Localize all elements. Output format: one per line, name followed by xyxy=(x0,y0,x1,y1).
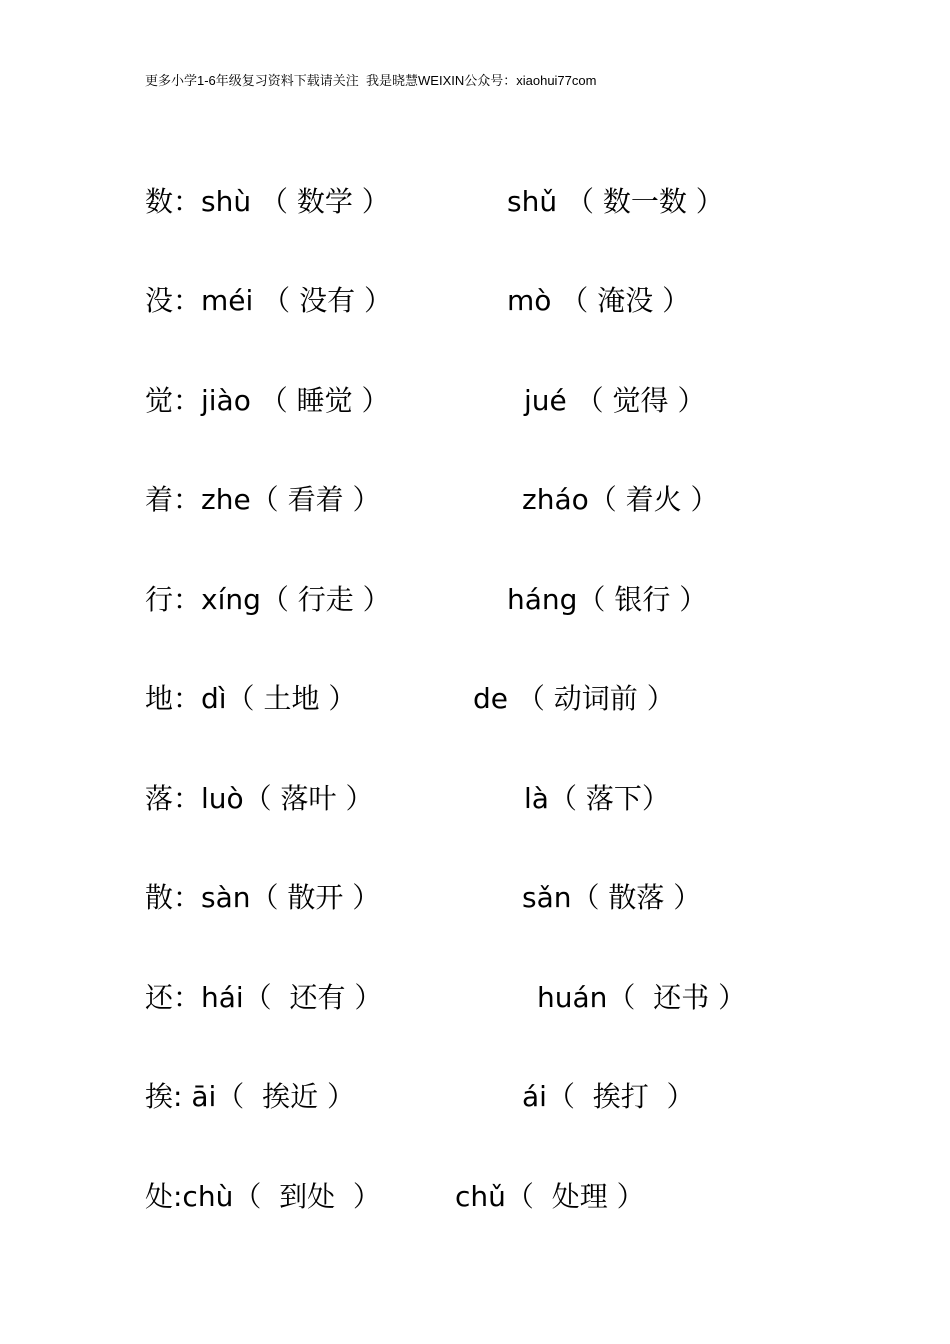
entry-left: 数：shù （ 数学 ） xyxy=(145,185,390,218)
entry-left: 挨: āi（ 挨近 ） xyxy=(145,1080,355,1113)
entry-right: mò （ 淹没 ） xyxy=(507,284,691,317)
entry-right: huán（ 还书 ） xyxy=(537,981,747,1014)
list-item xyxy=(0,679,950,719)
entry-left: 觉：jiào （ 睡觉 ） xyxy=(145,384,390,417)
entry-right: chǔ（ 处理 ） xyxy=(455,1180,645,1213)
entry-left: 处:chù（ 到处 ） xyxy=(145,1180,381,1213)
list-item xyxy=(0,1077,950,1117)
list-item xyxy=(0,580,950,620)
list-item xyxy=(0,281,950,321)
entry-right: là（ 落下） xyxy=(524,782,670,815)
entry-right: ái（ 挨打 ） xyxy=(522,1080,695,1113)
list-item xyxy=(0,381,950,421)
entry-right: shǔ （ 数一数 ） xyxy=(507,185,724,218)
list-item xyxy=(0,480,950,520)
entry-left: 还：hái（ 还有 ） xyxy=(145,981,383,1014)
list-item xyxy=(0,779,950,819)
entry-left: 着：zhe（ 看着 ） xyxy=(145,483,381,516)
entry-left: 没：méi （ 没有 ） xyxy=(145,284,392,317)
entry-right: sǎn（ 散落 ） xyxy=(522,881,702,914)
entry-right: jué （ 觉得 ） xyxy=(524,384,706,417)
page-header-note: 更多小学1-6年级复习资料下载请关注 我是晓慧WEIXIN公众号：xiaohui77com xyxy=(145,73,597,88)
entry-right: de （ 动词前 ） xyxy=(473,682,675,715)
entry-left: 行：xíng（ 行走 ） xyxy=(145,583,391,616)
entry-left: 地：dì（ 土地 ） xyxy=(145,682,357,715)
entry-right: háng（ 银行 ） xyxy=(507,583,708,616)
list-item xyxy=(0,1177,950,1217)
list-item xyxy=(0,182,950,222)
list-item xyxy=(0,878,950,918)
list-item xyxy=(0,978,950,1018)
entry-right: zháo（ 着火 ） xyxy=(522,483,719,516)
entry-left: 散：sàn（ 散开 ） xyxy=(145,881,381,914)
entry-left: 落：luò（ 落叶 ） xyxy=(145,782,374,815)
